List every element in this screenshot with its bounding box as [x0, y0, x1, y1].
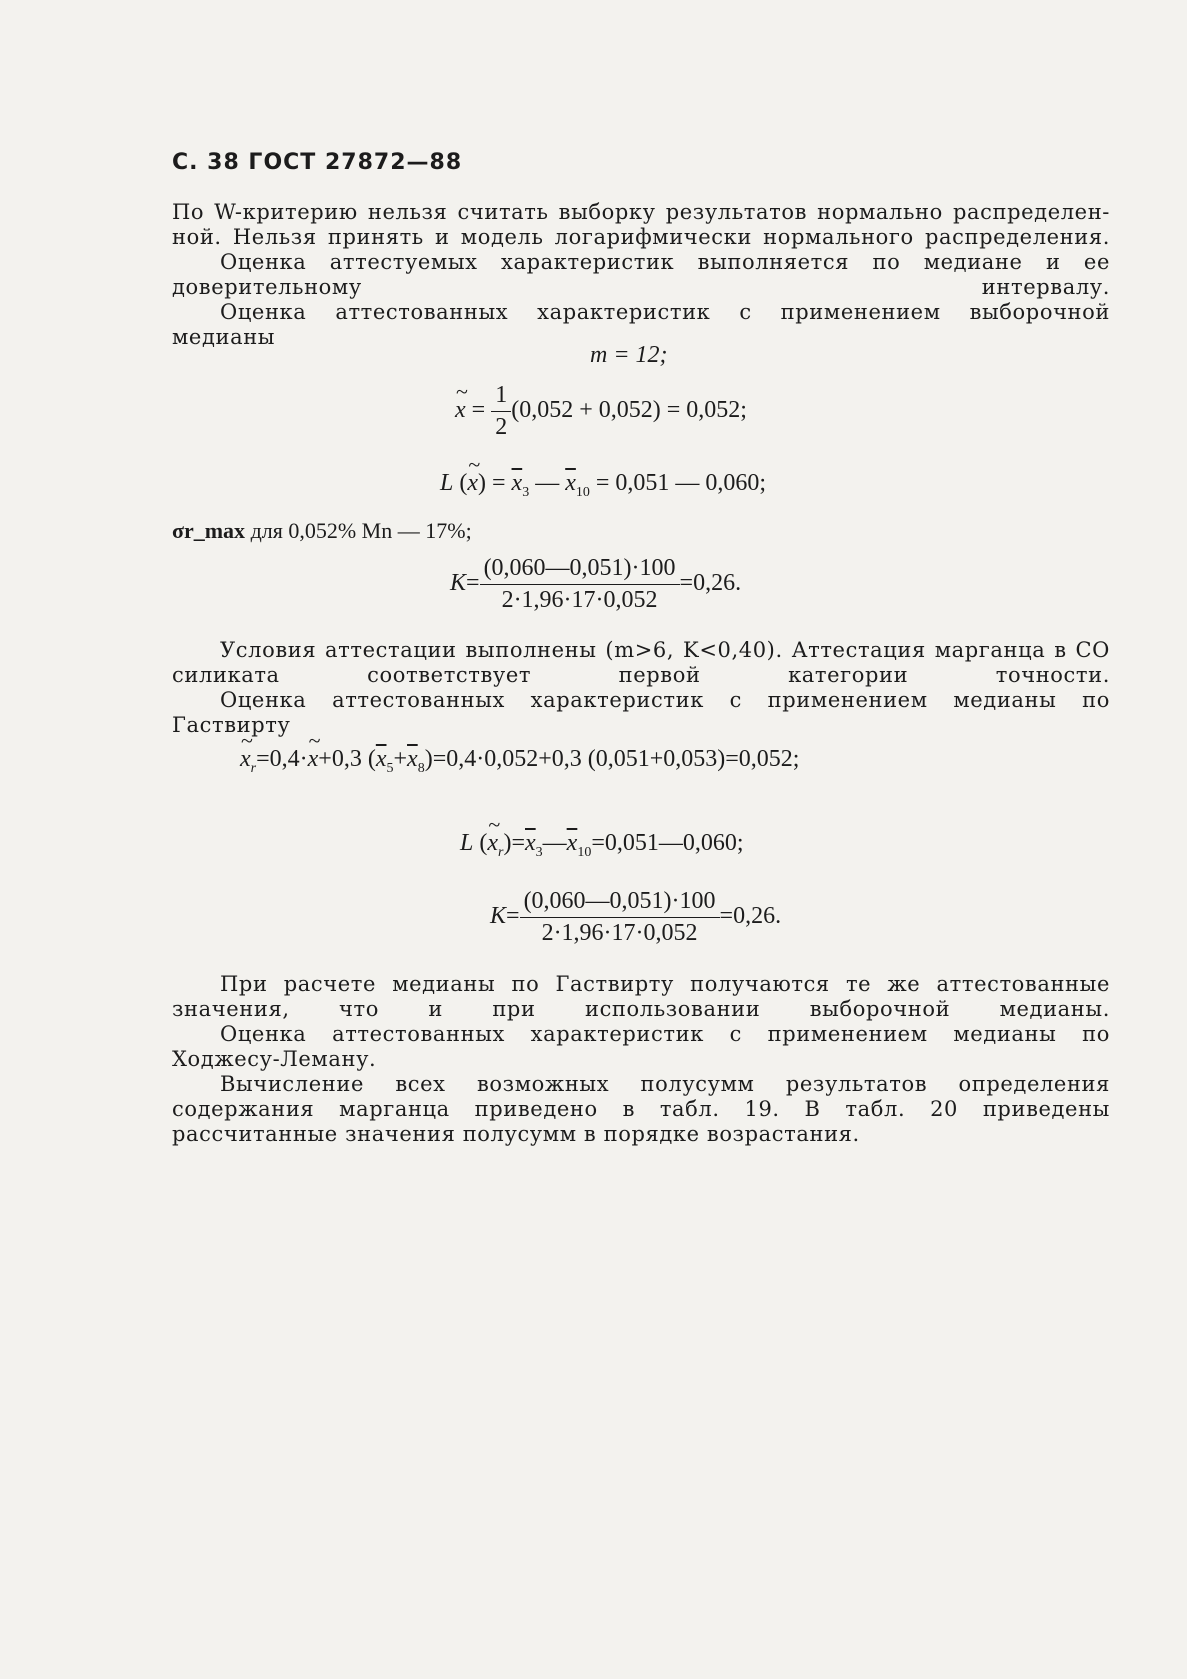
paragraph-hodges-lehmann: Оценка аттестованных характеристик с применением медианы по Ходжесу-Леману. — [172, 1022, 1110, 1071]
paragraph-w-criterion: По W-критерию нельзя считать выборку результатов нормально распределен-ной. Нельзя принять и модель логарифмически нормального распределения. — [172, 200, 1110, 249]
formula-confidence-interval: L (~ $x) = \overline{x}_3$ — $\overline{x}_{10} = 0,051$ — 0,060; — [440, 470, 766, 501]
formula-m: m = 12; — [590, 342, 668, 368]
paragraph-half-sums: Вычисление всех возможных полусумм результатов определения содержания марганца приведено в табл. 19. В табл. 20 приведены рассчитанные значения полусумм в порядке возрастания. — [172, 1072, 1110, 1146]
paragraph-conditions: Условия аттестации выполнены (m>6, K<0,40). Аттестация марганца в СО силиката соответствует первой категории точности. — [172, 638, 1110, 687]
formula-k-second: K= $\frac{(0,060—0,051)\cdot 100}{2\cdot 1,96\cdot 17\cdot 0,052}$ =0,26. — [490, 888, 782, 946]
paragraph-gastwirth: Оценка аттестованных характеристик с применением медианы по Гаствирту — [172, 688, 1110, 737]
formula-k-first: K= $\frac{(0,060—0,051)\cdot 100}{2\cdot 1,96\cdot 17\cdot 0,052}$ =0,26. — [450, 555, 742, 613]
paragraph-estimation-method: Оценка аттестуемых характеристик выполняется по медиане и ее доверительному интервалу. — [172, 250, 1110, 299]
formula-gastwirth-interval: L (~ $x_r)=\overline{x}_3—\overline{x}_{10}=0,051—0,060$; — [460, 830, 744, 861]
page-header: С. 38 ГОСТ 27872—88 — [172, 150, 463, 175]
paragraph-gastwirth-result: При расчете медианы по Гаствирту получаются те же аттестованные значения, что и при использовании выборочной медианы. — [172, 972, 1110, 1021]
formula-gastwirth-median: ~ $x_r=0,4\cdot\sim$ x+0,3 $(\overline{x}_5+\overline{x}_8)=0,4\cdot 0,052+0,3$ (0,051+0,053)=0,052; — [240, 746, 799, 777]
formula-median: ~ x = $\frac{1}{2}$ (0,052 + 0,052) = 0,052; — [455, 382, 747, 441]
formula-sigma: σr_max для 0,052% Mn — 17%; — [172, 518, 472, 543]
paragraph-sample-median: Оценка аттестованных характеристик с применением выборочной медианы — [172, 300, 1110, 349]
